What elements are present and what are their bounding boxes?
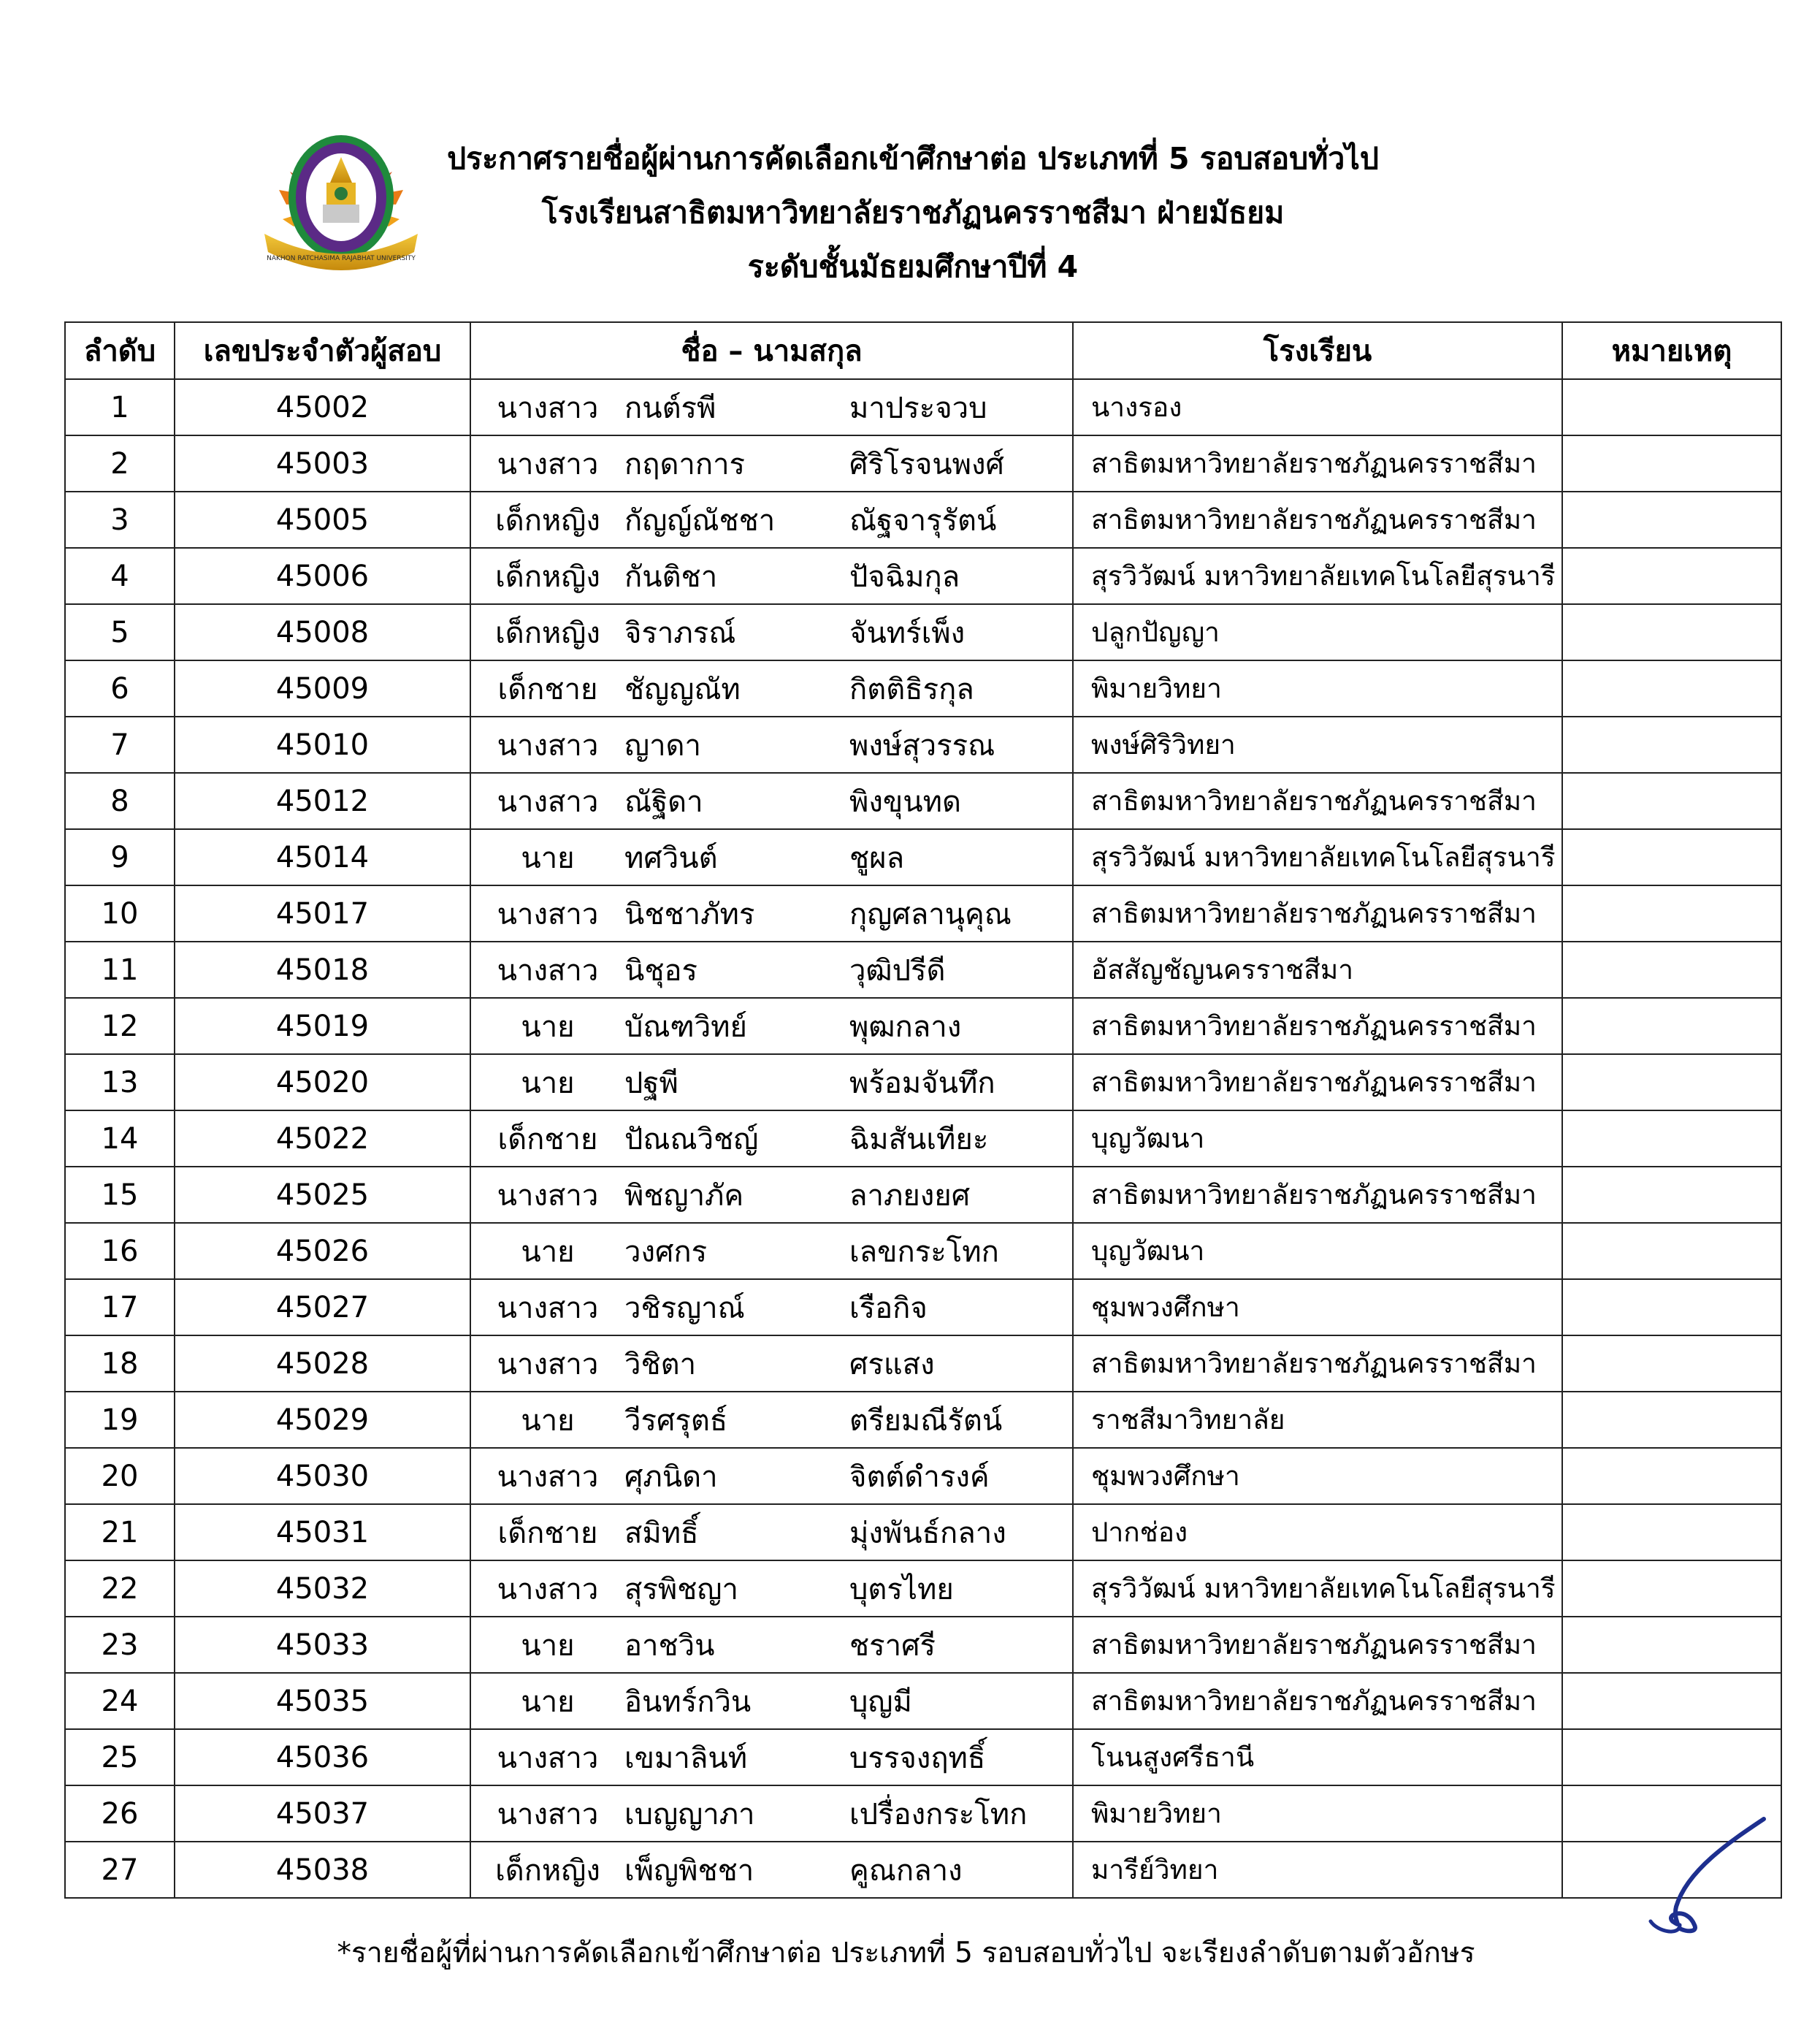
last-name: มุ่งพันธ์กลาง <box>849 1516 1006 1550</box>
cell-no: 1 <box>65 379 175 435</box>
name-prefix: เด็กชาย <box>497 672 598 706</box>
cell-no: 12 <box>65 998 175 1054</box>
first-name: ญาดา <box>624 728 701 763</box>
cell-note <box>1562 1110 1781 1167</box>
first-name: จิราภรณ์ <box>624 616 736 650</box>
last-name: เลขกระโทก <box>849 1235 999 1269</box>
table-row <box>65 1167 1781 1223</box>
name-prefix: นางสาว <box>497 1178 599 1213</box>
first-name: วชิรญาณ์ <box>624 1291 745 1325</box>
cell-full-name <box>470 492 1073 548</box>
table-row <box>65 773 1781 829</box>
last-name: บุตรไทย <box>849 1572 954 1606</box>
table-row <box>65 998 1781 1054</box>
cell-full-name <box>470 1560 1073 1617</box>
table-row <box>65 942 1781 998</box>
last-name: พุฒกลาง <box>849 1010 962 1044</box>
cell-full-name <box>470 1617 1073 1673</box>
cell-note <box>1562 604 1781 660</box>
last-name: พิงขุนทด <box>849 785 961 819</box>
cell-no: 3 <box>65 492 175 548</box>
name-prefix: เด็กหญิง <box>495 560 600 594</box>
cell-no: 18 <box>65 1335 175 1392</box>
cell-applicant-id: 45027 <box>175 1279 470 1335</box>
cell-full-name <box>470 998 1073 1054</box>
table-header-row <box>65 322 1781 379</box>
cell-note <box>1562 1054 1781 1110</box>
cell-school: สาธิตมหาวิทยาลัยราชภัฏนครราชสีมา <box>1073 1335 1562 1392</box>
cell-no: 4 <box>65 548 175 604</box>
cell-no: 17 <box>65 1279 175 1335</box>
cell-full-name <box>470 1448 1073 1504</box>
cell-full-name <box>470 885 1073 942</box>
table-row <box>65 1504 1781 1560</box>
name-prefix: นาย <box>521 1628 575 1663</box>
cell-school: ราชสีมาวิทยาลัย <box>1073 1392 1562 1448</box>
last-name: มาประจวบ <box>849 391 987 425</box>
table-row <box>65 435 1781 492</box>
first-name: ณัฐิดา <box>624 785 703 819</box>
table-row <box>65 1448 1781 1504</box>
last-name: ศิริโรจนพงศ์ <box>849 447 1004 481</box>
cell-note <box>1562 1223 1781 1279</box>
cell-no: 5 <box>65 604 175 660</box>
cell-school: ชุมพวงศึกษา <box>1073 1279 1562 1335</box>
col-header-id: เลขประจำตัวผู้สอบ <box>175 322 470 379</box>
table-row <box>65 717 1781 773</box>
cell-no: 27 <box>65 1842 175 1898</box>
table-row <box>65 829 1781 885</box>
last-name: กุญศลานุคุณ <box>849 897 1012 931</box>
cell-note <box>1562 492 1781 548</box>
cell-school: สาธิตมหาวิทยาลัยราชภัฏนครราชสีมา <box>1073 435 1562 492</box>
cell-no: 14 <box>65 1110 175 1167</box>
last-name: กิตติธิรกุล <box>849 672 974 706</box>
name-prefix: นางสาว <box>497 728 599 763</box>
name-prefix: นางสาว <box>497 953 599 988</box>
cell-school: นางรอง <box>1073 379 1562 435</box>
cell-no: 19 <box>65 1392 175 1448</box>
cell-applicant-id: 45014 <box>175 829 470 885</box>
cell-applicant-id: 45035 <box>175 1673 470 1729</box>
first-name: วงศกร <box>624 1235 708 1269</box>
cell-no: 23 <box>65 1617 175 1673</box>
cell-applicant-id: 45038 <box>175 1842 470 1898</box>
results-table <box>64 321 1782 1899</box>
cell-no: 15 <box>65 1167 175 1223</box>
last-name: วุฒิปรีดี <box>849 953 946 988</box>
heading-line-1: ประกาศรายชื่อผู้ผ่านการคัดเลือกเข้าศึกษาต่อ ประเภทที่ 5 รอบสอบทั่วไป <box>447 141 1379 176</box>
name-prefix: นางสาว <box>497 897 599 931</box>
last-name: บรรจงฤทธิ์ <box>849 1741 986 1775</box>
cell-note <box>1562 1335 1781 1392</box>
name-prefix: นางสาว <box>497 1572 599 1606</box>
cell-full-name <box>470 1785 1073 1842</box>
cell-note <box>1562 1448 1781 1504</box>
cell-applicant-id: 45017 <box>175 885 470 942</box>
cell-school: บุญวัฒนา <box>1073 1223 1562 1279</box>
cell-school: ปากช่อง <box>1073 1504 1562 1560</box>
table-row <box>65 1673 1781 1729</box>
cell-applicant-id: 45029 <box>175 1392 470 1448</box>
cell-full-name <box>470 1504 1073 1560</box>
table-row <box>65 492 1781 548</box>
cell-full-name <box>470 1223 1073 1279</box>
first-name: สุรพิชญา <box>624 1572 738 1606</box>
cell-school: สาธิตมหาวิทยาลัยราชภัฏนครราชสีมา <box>1073 885 1562 942</box>
cell-school: สุรวิวัฒน์ มหาวิทยาลัยเทคโนโลยีสุรนารี <box>1073 548 1562 604</box>
cell-full-name <box>470 717 1073 773</box>
table-row <box>65 1223 1781 1279</box>
cell-full-name <box>470 1392 1073 1448</box>
cell-full-name <box>470 435 1073 492</box>
cell-applicant-id: 45033 <box>175 1617 470 1673</box>
cell-note <box>1562 773 1781 829</box>
table-row <box>65 1054 1781 1110</box>
cell-note <box>1562 1167 1781 1223</box>
cell-full-name <box>470 379 1073 435</box>
last-name: ฉิมสันเทียะ <box>849 1122 989 1156</box>
cell-applicant-id: 45025 <box>175 1167 470 1223</box>
table-row <box>65 604 1781 660</box>
cell-applicant-id: 45032 <box>175 1560 470 1617</box>
cell-full-name <box>470 1335 1073 1392</box>
table-row <box>65 660 1781 717</box>
cell-note <box>1562 829 1781 885</box>
last-name: พร้อมจันทึก <box>849 1066 995 1100</box>
cell-note <box>1562 548 1781 604</box>
first-name: อาชวิน <box>624 1628 715 1663</box>
name-prefix: นางสาว <box>497 1741 599 1775</box>
cell-school: สาธิตมหาวิทยาลัยราชภัฏนครราชสีมา <box>1073 1167 1562 1223</box>
name-prefix: นางสาว <box>497 1460 599 1494</box>
cell-no: 13 <box>65 1054 175 1110</box>
name-prefix: นางสาว <box>497 391 599 425</box>
cell-full-name <box>470 1729 1073 1785</box>
first-name: ศุภนิดา <box>624 1460 718 1494</box>
cell-no: 20 <box>65 1448 175 1504</box>
cell-full-name <box>470 1110 1073 1167</box>
cell-applicant-id: 45002 <box>175 379 470 435</box>
first-name: ชัญญณัท <box>624 672 741 706</box>
cell-applicant-id: 45026 <box>175 1223 470 1279</box>
cell-note <box>1562 1560 1781 1617</box>
cell-note <box>1562 435 1781 492</box>
table-row <box>65 1560 1781 1617</box>
cell-full-name <box>470 604 1073 660</box>
table-row <box>65 1279 1781 1335</box>
cell-no: 10 <box>65 885 175 942</box>
cell-school: บุญวัฒนา <box>1073 1110 1562 1167</box>
cell-no: 8 <box>65 773 175 829</box>
table-row <box>65 1392 1781 1448</box>
name-prefix: เด็กชาย <box>497 1516 598 1550</box>
cell-applicant-id: 45020 <box>175 1054 470 1110</box>
first-name: สมิทธิ์ <box>624 1516 699 1550</box>
cell-school: สุรวิวัฒน์ มหาวิทยาลัยเทคโนโลยีสุรนารี <box>1073 1560 1562 1617</box>
cell-applicant-id: 45036 <box>175 1729 470 1785</box>
last-name: ศรแสง <box>849 1347 935 1381</box>
table-row <box>65 1785 1781 1842</box>
first-name: กฤดาการ <box>624 447 746 481</box>
cell-no: 24 <box>65 1673 175 1729</box>
cell-full-name <box>470 1279 1073 1335</box>
last-name: ตรียมณีรัตน์ <box>849 1403 1003 1438</box>
cell-school: อัสสัญชัญนครราชสีมา <box>1073 942 1562 998</box>
last-name: เรือกิจ <box>849 1291 928 1325</box>
first-name: เบญญาภา <box>624 1797 755 1831</box>
col-header-no: ลำดับ <box>65 322 175 379</box>
table-row <box>65 885 1781 942</box>
heading-line-3: ระดับชั้นมัธยมศึกษาปีที่ 4 <box>747 249 1079 284</box>
cell-note <box>1562 1279 1781 1335</box>
name-prefix: นางสาว <box>497 1347 599 1381</box>
col-header-school: โรงเรียน <box>1073 322 1562 379</box>
cell-note <box>1562 885 1781 942</box>
first-name: ปฐพี <box>624 1066 678 1100</box>
first-name: กนต์รพี <box>624 391 716 425</box>
cell-school: สาธิตมหาวิทยาลัยราชภัฏนครราชสีมา <box>1073 1673 1562 1729</box>
footnote: *รายชื่อผู้ที่ผ่านการคัดเลือกเข้าศึกษาต่อ ประเภทที่ 5 รอบสอบทั่วไป จะเรียงลำดับตามตัวอักษร <box>337 1937 1475 1969</box>
first-name: นิชชาภัทร <box>624 897 755 931</box>
signature <box>1599 1812 1782 1936</box>
last-name: คูณกลาง <box>849 1853 963 1888</box>
cell-note <box>1562 379 1781 435</box>
emblem-ribbon-text: NAKHON RATCHASIMA RAJABHAT UNIVERSITY <box>267 255 416 262</box>
cell-applicant-id: 45009 <box>175 660 470 717</box>
cell-no: 21 <box>65 1504 175 1560</box>
cell-note <box>1562 1673 1781 1729</box>
cell-school: ปลูกปัญญา <box>1073 604 1562 660</box>
last-name: ชราศรี <box>849 1628 936 1663</box>
cell-school: ชุมพวงศึกษา <box>1073 1448 1562 1504</box>
cell-school: โนนสูงศรีธานี <box>1073 1729 1562 1785</box>
cell-no: 6 <box>65 660 175 717</box>
cell-no: 25 <box>65 1729 175 1785</box>
cell-applicant-id: 45018 <box>175 942 470 998</box>
cell-school: สาธิตมหาวิทยาลัยราชภัฏนครราชสีมา <box>1073 1054 1562 1110</box>
cell-full-name <box>470 1167 1073 1223</box>
name-prefix: นาย <box>521 1685 575 1719</box>
table-body <box>65 379 1781 1898</box>
cell-applicant-id: 45005 <box>175 492 470 548</box>
table-row <box>65 379 1781 435</box>
first-name: กัญญ์ณัชชา <box>624 503 776 538</box>
heading-line-2: โรงเรียนสาธิตมหาวิทยาลัยราชภัฏนครราชสีมา ฝ่ายมัธยม <box>541 195 1285 230</box>
cell-no: 9 <box>65 829 175 885</box>
cell-note <box>1562 1617 1781 1673</box>
cell-full-name <box>470 1054 1073 1110</box>
cell-note <box>1562 998 1781 1054</box>
cell-note <box>1562 1504 1781 1560</box>
last-name: พงษ์สุวรรณ <box>849 728 995 763</box>
col-header-note: หมายเหตุ <box>1562 322 1781 379</box>
cell-no: 16 <box>65 1223 175 1279</box>
cell-full-name <box>470 548 1073 604</box>
cell-applicant-id: 45019 <box>175 998 470 1054</box>
first-name: วีรศรุตธ์ <box>624 1403 728 1438</box>
cell-full-name <box>470 829 1073 885</box>
cell-school: สาธิตมหาวิทยาลัยราชภัฏนครราชสีมา <box>1073 998 1562 1054</box>
cell-applicant-id: 45006 <box>175 548 470 604</box>
cell-full-name <box>470 660 1073 717</box>
last-name: เปรื่องกระโทก <box>849 1797 1028 1831</box>
cell-no: 11 <box>65 942 175 998</box>
first-name: อินทร์กวิน <box>624 1685 752 1719</box>
first-name: กันติชา <box>624 560 718 594</box>
cell-full-name <box>470 942 1073 998</box>
table-row <box>65 1729 1781 1785</box>
last-name: จันทร์เพ็ง <box>849 616 966 650</box>
table-row <box>65 1617 1781 1673</box>
cell-no: 22 <box>65 1560 175 1617</box>
table-row <box>65 1335 1781 1392</box>
name-prefix: นาย <box>521 1066 575 1100</box>
cell-applicant-id: 45012 <box>175 773 470 829</box>
cell-applicant-id: 45010 <box>175 717 470 773</box>
cell-no: 2 <box>65 435 175 492</box>
cell-school: พงษ์ศิริวิทยา <box>1073 717 1562 773</box>
name-prefix: เด็กหญิง <box>495 1853 600 1888</box>
cell-note <box>1562 942 1781 998</box>
cell-full-name <box>470 1842 1073 1898</box>
cell-school: สาธิตมหาวิทยาลัยราชภัฏนครราชสีมา <box>1073 1617 1562 1673</box>
name-prefix: นาย <box>521 841 575 875</box>
university-logo <box>257 124 425 270</box>
name-prefix: เด็กหญิง <box>495 616 600 650</box>
first-name: เขมาลินท์ <box>624 1741 748 1775</box>
cell-applicant-id: 45028 <box>175 1335 470 1392</box>
cell-applicant-id: 45003 <box>175 435 470 492</box>
cell-applicant-id: 45030 <box>175 1448 470 1504</box>
name-prefix: นางสาว <box>497 1797 599 1831</box>
last-name: ณัฐจารุรัตน์ <box>849 503 997 538</box>
first-name: นิชุอร <box>624 953 697 988</box>
first-name: วิชิตา <box>624 1347 697 1381</box>
announcement-heading <box>424 131 1402 294</box>
cell-applicant-id: 45037 <box>175 1785 470 1842</box>
table-row <box>65 548 1781 604</box>
cell-applicant-id: 45008 <box>175 604 470 660</box>
first-name: บัณฑวิทย์ <box>624 1010 747 1044</box>
cell-full-name <box>470 773 1073 829</box>
name-prefix: นางสาว <box>497 1291 599 1325</box>
cell-note <box>1562 1729 1781 1785</box>
last-name: บุญมี <box>849 1685 912 1719</box>
cell-school: สุรวิวัฒน์ มหาวิทยาลัยเทคโนโลยีสุรนารี <box>1073 829 1562 885</box>
first-name: เพ็ญพิชชา <box>624 1853 754 1888</box>
first-name: ปัณณวิชญ์ <box>624 1122 759 1156</box>
cell-no: 26 <box>65 1785 175 1842</box>
cell-applicant-id: 45031 <box>175 1504 470 1560</box>
last-name: ชูผล <box>849 841 905 875</box>
last-name: ลาภยงยศ <box>849 1178 971 1213</box>
first-name: พิชญาภัค <box>624 1178 744 1213</box>
cell-full-name <box>470 1673 1073 1729</box>
cell-school: สาธิตมหาวิทยาลัยราชภัฏนครราชสีมา <box>1073 773 1562 829</box>
cell-school: พิมายวิทยา <box>1073 1785 1562 1842</box>
name-prefix: นาย <box>521 1403 575 1438</box>
table-row <box>65 1842 1781 1898</box>
name-prefix: นางสาว <box>497 785 599 819</box>
last-name: ปัจฉิมกุล <box>849 560 960 594</box>
name-prefix: นาย <box>521 1010 575 1044</box>
cell-applicant-id: 45022 <box>175 1110 470 1167</box>
cell-note <box>1562 660 1781 717</box>
name-prefix: นางสาว <box>497 447 599 481</box>
name-prefix: เด็กหญิง <box>495 503 600 538</box>
cell-school: สาธิตมหาวิทยาลัยราชภัฏนครราชสีมา <box>1073 492 1562 548</box>
table-row <box>65 1110 1781 1167</box>
name-prefix: เด็กชาย <box>497 1122 598 1156</box>
last-name: จิตต์ดำรงค์ <box>849 1460 990 1494</box>
col-header-name: ชื่อ – นามสกุล <box>470 322 1073 379</box>
cell-no: 7 <box>65 717 175 773</box>
cell-note <box>1562 1392 1781 1448</box>
cell-school: พิมายวิทยา <box>1073 660 1562 717</box>
cell-note <box>1562 717 1781 773</box>
name-prefix: นาย <box>521 1235 575 1269</box>
first-name: ทศวินต์ <box>624 841 718 875</box>
cell-school: มารีย์วิทยา <box>1073 1842 1562 1898</box>
